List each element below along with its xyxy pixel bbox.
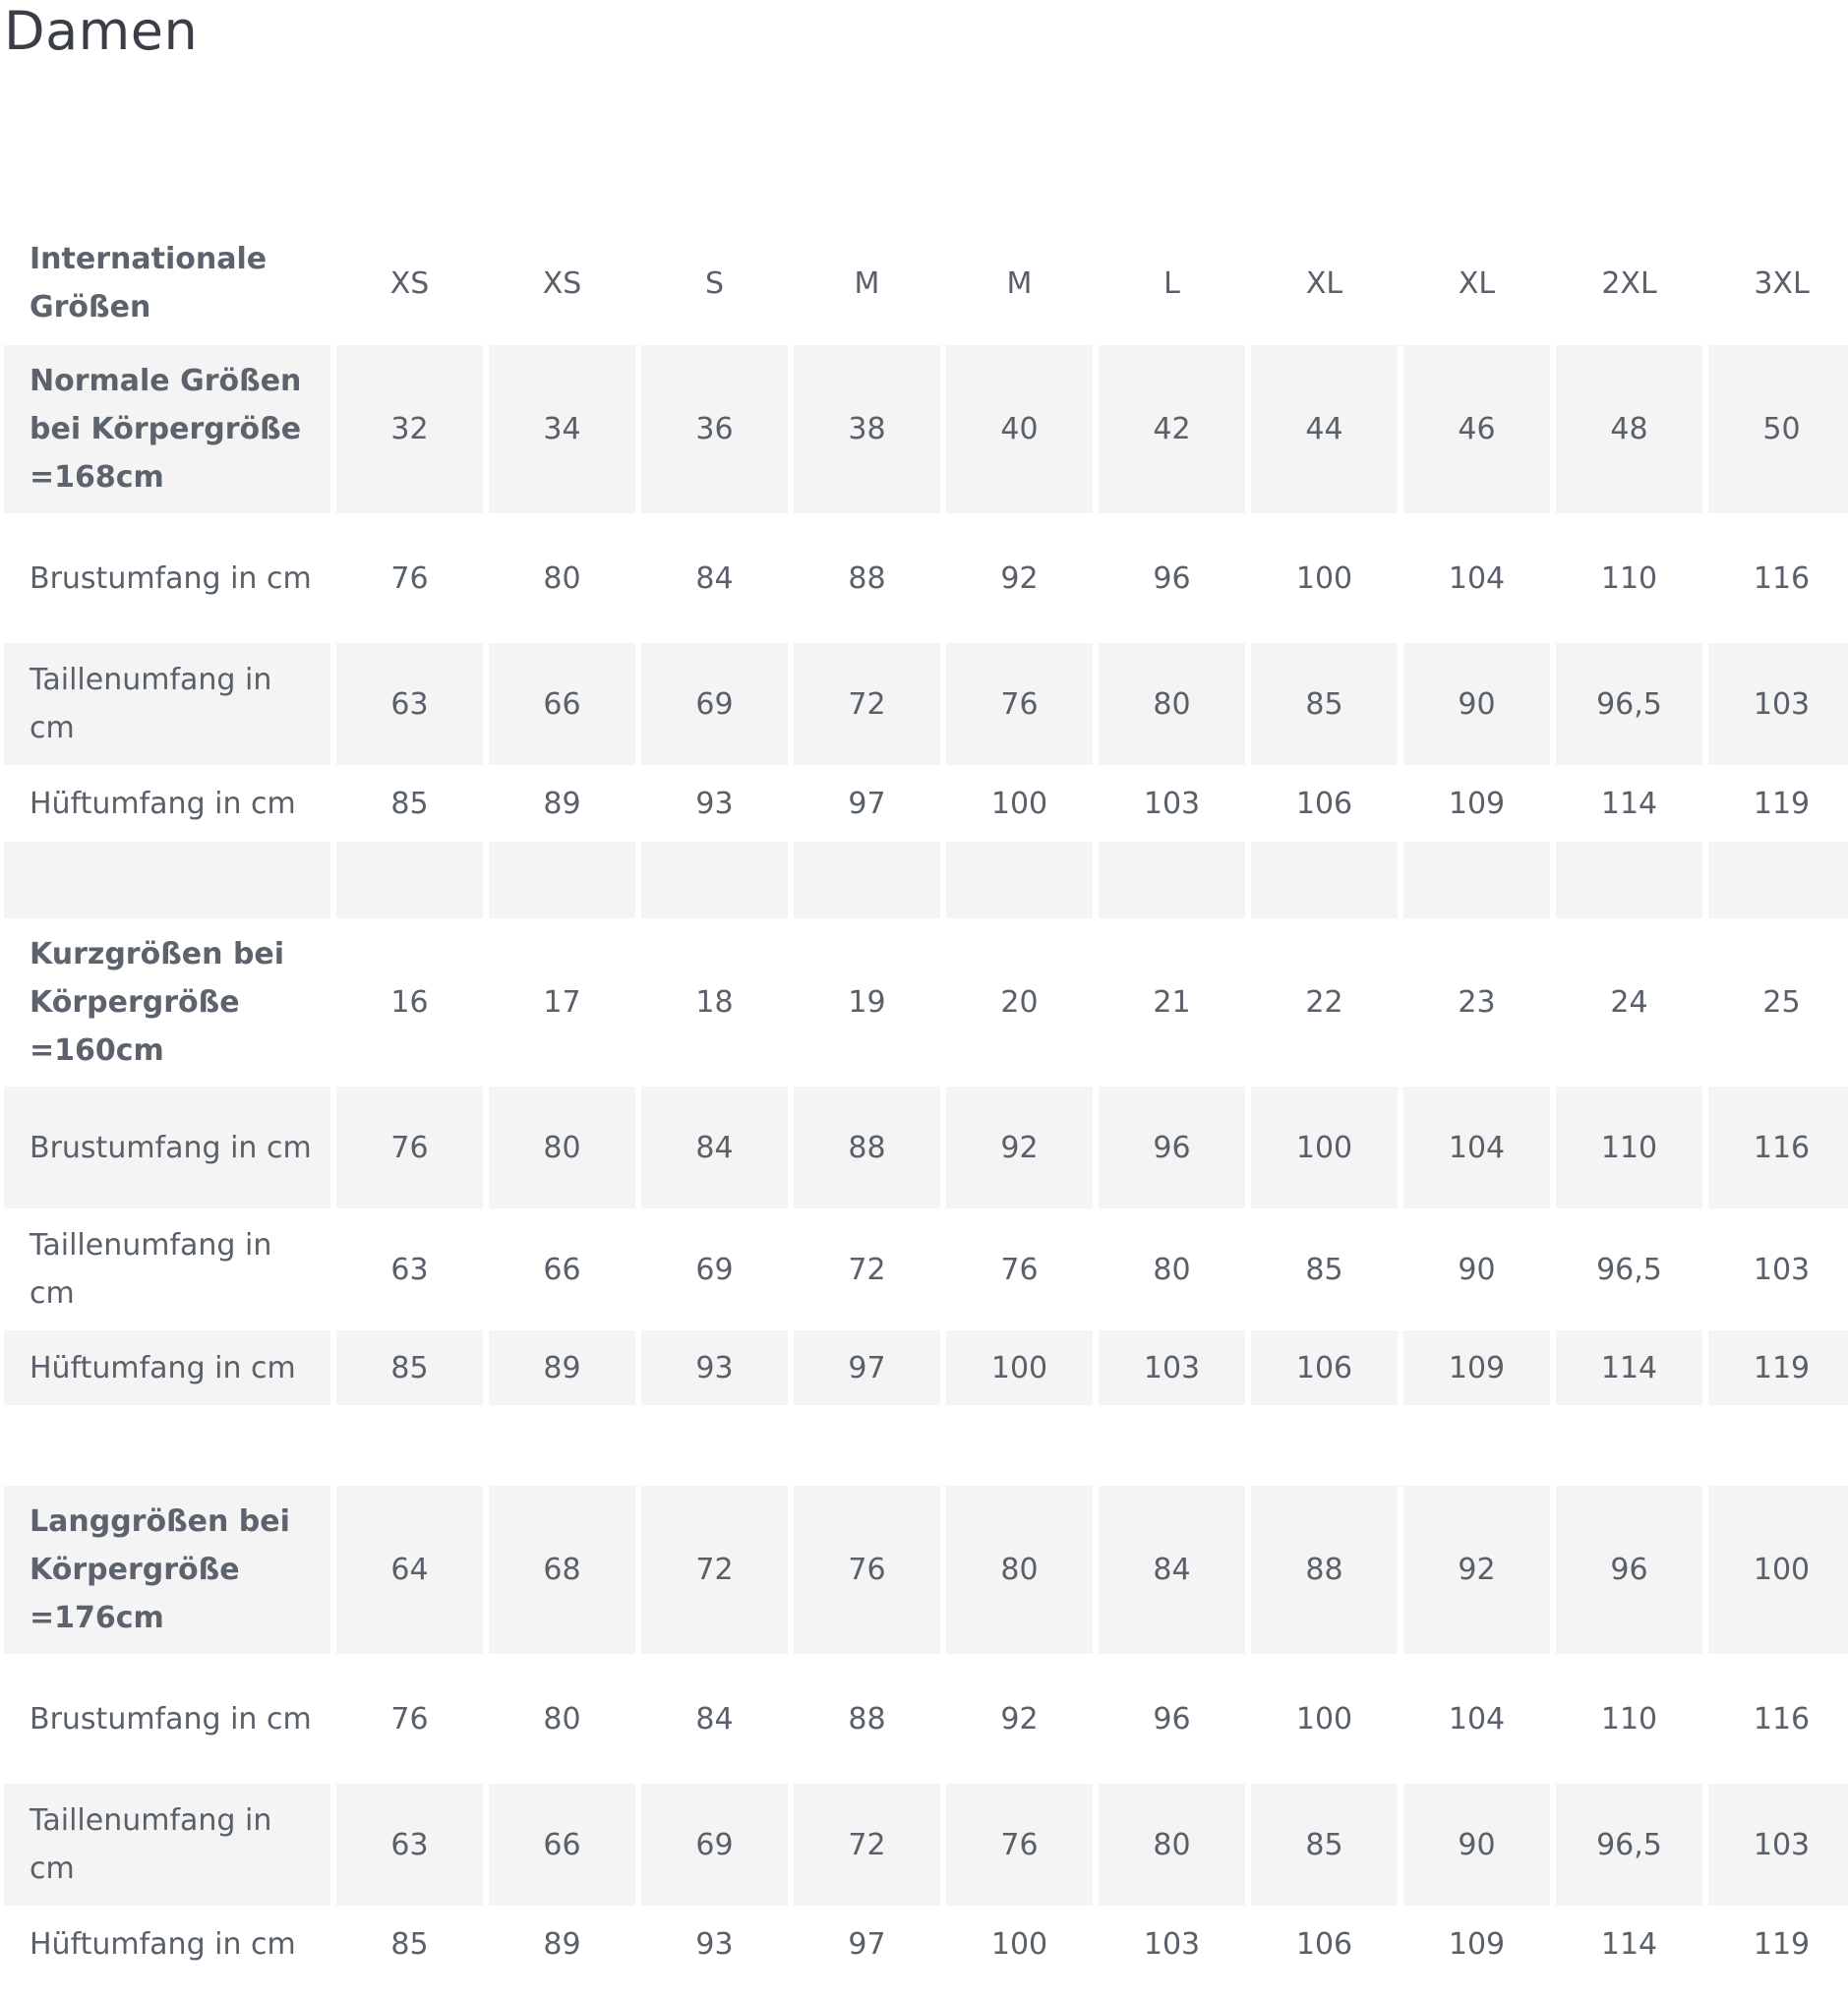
- table-cell: 76: [946, 1784, 1093, 1906]
- table-cell: 76: [336, 1087, 483, 1208]
- table-cell: 76: [390, 560, 429, 596]
- table-cell: 116: [1753, 1701, 1811, 1736]
- table-row: [4, 1087, 1848, 1208]
- table-cell: 80: [1099, 643, 1245, 765]
- table-cell: 119: [1753, 786, 1811, 821]
- table-cell: 103: [1708, 1784, 1848, 1906]
- table-cell: 92: [1000, 1701, 1039, 1736]
- table-cell: 63: [336, 643, 483, 765]
- table-cell: XL: [1305, 265, 1343, 301]
- table-cell: XL: [1458, 265, 1496, 301]
- table-cell: 114: [1600, 786, 1658, 821]
- table-cell: 96,5: [1556, 1784, 1702, 1906]
- table-row: [4, 1208, 1848, 1330]
- table-cell: 109: [1448, 1926, 1506, 1962]
- size-table: [0, 221, 1848, 1982]
- table-cell: 25: [1762, 985, 1801, 1020]
- table-cell: 119: [1708, 1330, 1848, 1405]
- table-cell: [489, 1405, 635, 1486]
- table-cell: 93: [695, 1926, 734, 1962]
- table-cell: 100: [1295, 1701, 1353, 1736]
- table-cell: 80: [543, 560, 581, 596]
- table-cell: [336, 1405, 483, 1486]
- table-cell: 89: [489, 1330, 635, 1405]
- table-cell: 76: [390, 1701, 429, 1736]
- table-cell: 68: [489, 1486, 635, 1654]
- row-label: Brustumfang in cm: [30, 560, 312, 596]
- table-cell: 19: [848, 985, 886, 1020]
- table-cell: 93: [641, 1330, 788, 1405]
- table-cell: [1708, 1405, 1848, 1486]
- table-cell: 80: [543, 1701, 581, 1736]
- table-cell: 90: [1403, 643, 1550, 765]
- table-row: [4, 765, 1848, 842]
- table-cell: 103: [1143, 786, 1201, 821]
- table-cell: 16: [390, 985, 429, 1020]
- section-header-row: [4, 1486, 1848, 1654]
- row-label: Taillenumfang in cm: [4, 1784, 330, 1906]
- page-title: Damen: [4, 0, 199, 62]
- table-cell: [641, 842, 788, 918]
- table-cell: 24: [1610, 985, 1648, 1020]
- table-cell: 80: [1099, 1784, 1245, 1906]
- table-row: [4, 1654, 1848, 1784]
- table-cell: 106: [1295, 1926, 1353, 1962]
- table-cell: [1708, 842, 1848, 918]
- spacer-row: [4, 1405, 1848, 1486]
- row-label: Hüftumfang in cm: [30, 1926, 296, 1962]
- row-label: [4, 842, 330, 918]
- table-cell: [1099, 1405, 1245, 1486]
- table-cell: 88: [848, 1701, 886, 1736]
- table-cell: 93: [695, 786, 734, 821]
- table-cell: 80: [1153, 1252, 1191, 1287]
- table-cell: S: [704, 265, 725, 301]
- table-cell: L: [1163, 265, 1180, 301]
- table-cell: [1556, 842, 1702, 918]
- table-cell: [1403, 842, 1550, 918]
- table-cell: 2XL: [1601, 265, 1657, 301]
- row-label: Taillenumfang in cm: [30, 1228, 272, 1311]
- table-cell: [336, 842, 483, 918]
- table-cell: 97: [794, 1330, 940, 1405]
- table-cell: [1099, 842, 1245, 918]
- table-cell: 116: [1708, 1087, 1848, 1208]
- table-cell: 34: [489, 345, 635, 513]
- table-cell: 3XL: [1754, 265, 1810, 301]
- row-label: Taillenumfang in cm: [4, 643, 330, 765]
- table-cell: 119: [1753, 1926, 1811, 1962]
- table-cell: 63: [390, 1252, 429, 1287]
- table-cell: [1251, 842, 1398, 918]
- table-cell: 109: [1448, 786, 1506, 821]
- table-cell: 116: [1753, 560, 1811, 596]
- table-cell: 72: [794, 643, 940, 765]
- table-cell: [1403, 1405, 1550, 1486]
- table-cell: 23: [1458, 985, 1496, 1020]
- table-cell: 76: [1000, 1252, 1039, 1287]
- table-cell: [946, 1405, 1093, 1486]
- table-cell: 90: [1458, 1252, 1496, 1287]
- table-cell: 66: [489, 643, 635, 765]
- table-cell: 104: [1448, 1701, 1506, 1736]
- table-cell: [1556, 1405, 1702, 1486]
- table-cell: 69: [641, 1784, 788, 1906]
- table-cell: 104: [1403, 1087, 1550, 1208]
- table-cell: 106: [1295, 786, 1353, 821]
- table-cell: 110: [1600, 560, 1658, 596]
- table-cell: 66: [543, 1252, 581, 1287]
- table-cell: 85: [336, 1330, 483, 1405]
- table-row: [4, 1906, 1848, 1982]
- row-label: Kurzgrößen bei Körpergröße =160cm: [30, 937, 285, 1068]
- section-header-row: [4, 918, 1848, 1087]
- table-cell: 92: [1000, 560, 1039, 596]
- table-row: [4, 513, 1848, 643]
- table-cell: [489, 842, 635, 918]
- table-cell: 100: [1708, 1486, 1848, 1654]
- table-cell: 72: [794, 1784, 940, 1906]
- table-cell: 103: [1143, 1926, 1201, 1962]
- table-row: [4, 1784, 1848, 1906]
- table-cell: 18: [695, 985, 734, 1020]
- table-cell: 104: [1448, 560, 1506, 596]
- table-cell: 17: [543, 985, 581, 1020]
- row-label: Internationale Größen: [30, 242, 268, 324]
- table-cell: 36: [641, 345, 788, 513]
- header-row: [4, 221, 1848, 345]
- row-label: Brustumfang in cm: [30, 1701, 312, 1736]
- table-cell: 100: [990, 786, 1048, 821]
- table-cell: 32: [336, 345, 483, 513]
- table-cell: 85: [390, 1926, 429, 1962]
- table-cell: 22: [1305, 985, 1343, 1020]
- table-cell: 96,5: [1596, 1252, 1662, 1287]
- row-label: Normale Größen bei Körpergröße =168cm: [4, 345, 330, 513]
- table-cell: 96: [1153, 560, 1191, 596]
- row-label: [4, 1405, 330, 1486]
- table-cell: 63: [336, 1784, 483, 1906]
- table-cell: 48: [1556, 345, 1702, 513]
- row-label: Brustumfang in cm: [4, 1087, 330, 1208]
- table-cell: 88: [848, 560, 886, 596]
- table-cell: XS: [389, 265, 430, 301]
- table-cell: [794, 1405, 940, 1486]
- table-cell: 76: [794, 1486, 940, 1654]
- spacer-row: [4, 842, 1848, 918]
- table-cell: M: [1006, 265, 1033, 301]
- table-cell: 85: [1251, 1784, 1398, 1906]
- table-cell: 72: [848, 1252, 886, 1287]
- table-cell: 38: [794, 345, 940, 513]
- table-cell: 64: [336, 1486, 483, 1654]
- table-cell: 100: [1295, 560, 1353, 596]
- row-label: Hüftumfang in cm: [4, 1330, 330, 1405]
- table-cell: 85: [1305, 1252, 1343, 1287]
- table-cell: 85: [1251, 643, 1398, 765]
- table-cell: 96,5: [1556, 643, 1702, 765]
- table-cell: 88: [794, 1087, 940, 1208]
- table-cell: 114: [1600, 1926, 1658, 1962]
- table-cell: 69: [695, 1252, 734, 1287]
- table-cell: 84: [1099, 1486, 1245, 1654]
- table-cell: 89: [543, 786, 581, 821]
- table-row: [4, 1330, 1848, 1405]
- table-cell: 114: [1556, 1330, 1702, 1405]
- table-cell: 103: [1753, 1252, 1811, 1287]
- table-cell: 20: [1000, 985, 1039, 1020]
- table-cell: 66: [489, 1784, 635, 1906]
- table-cell: 72: [641, 1486, 788, 1654]
- table-cell: [1251, 1405, 1398, 1486]
- table-cell: [794, 842, 940, 918]
- table-cell: 76: [946, 643, 1093, 765]
- table-cell: [641, 1405, 788, 1486]
- table-cell: 103: [1708, 643, 1848, 765]
- table-cell: 92: [946, 1087, 1093, 1208]
- table-cell: 84: [695, 1701, 734, 1736]
- section-header-row: [4, 345, 1848, 513]
- table-cell: [946, 842, 1093, 918]
- table-cell: 84: [641, 1087, 788, 1208]
- table-cell: 84: [695, 560, 734, 596]
- table-cell: 50: [1708, 345, 1848, 513]
- table-cell: 69: [641, 643, 788, 765]
- table-cell: 42: [1099, 345, 1245, 513]
- table-cell: 97: [848, 786, 886, 821]
- table-cell: 100: [946, 1330, 1093, 1405]
- table-cell: 96: [1153, 1701, 1191, 1736]
- table-cell: 88: [1251, 1486, 1398, 1654]
- table-cell: 100: [1251, 1087, 1398, 1208]
- table-cell: M: [854, 265, 880, 301]
- table-cell: XS: [542, 265, 582, 301]
- table-cell: 96: [1099, 1087, 1245, 1208]
- table-cell: 80: [489, 1087, 635, 1208]
- table-cell: 110: [1556, 1087, 1702, 1208]
- table-cell: 89: [543, 1926, 581, 1962]
- table-cell: 80: [946, 1486, 1093, 1654]
- table-cell: 92: [1403, 1486, 1550, 1654]
- table-row: [4, 643, 1848, 765]
- table-cell: 85: [390, 786, 429, 821]
- table-cell: 40: [946, 345, 1093, 513]
- table-cell: 109: [1403, 1330, 1550, 1405]
- table-cell: 100: [990, 1926, 1048, 1962]
- table-cell: 44: [1251, 345, 1398, 513]
- row-label: Langgrößen bei Körpergröße =176cm: [4, 1486, 330, 1654]
- size-table-body: [4, 221, 1848, 1982]
- table-cell: 97: [848, 1926, 886, 1962]
- table-cell: 21: [1153, 985, 1191, 1020]
- table-cell: 96: [1556, 1486, 1702, 1654]
- table-cell: 110: [1600, 1701, 1658, 1736]
- table-cell: 46: [1403, 345, 1550, 513]
- table-cell: 106: [1251, 1330, 1398, 1405]
- row-label: Hüftumfang in cm: [30, 786, 296, 821]
- table-cell: 90: [1403, 1784, 1550, 1906]
- table-cell: 103: [1099, 1330, 1245, 1405]
